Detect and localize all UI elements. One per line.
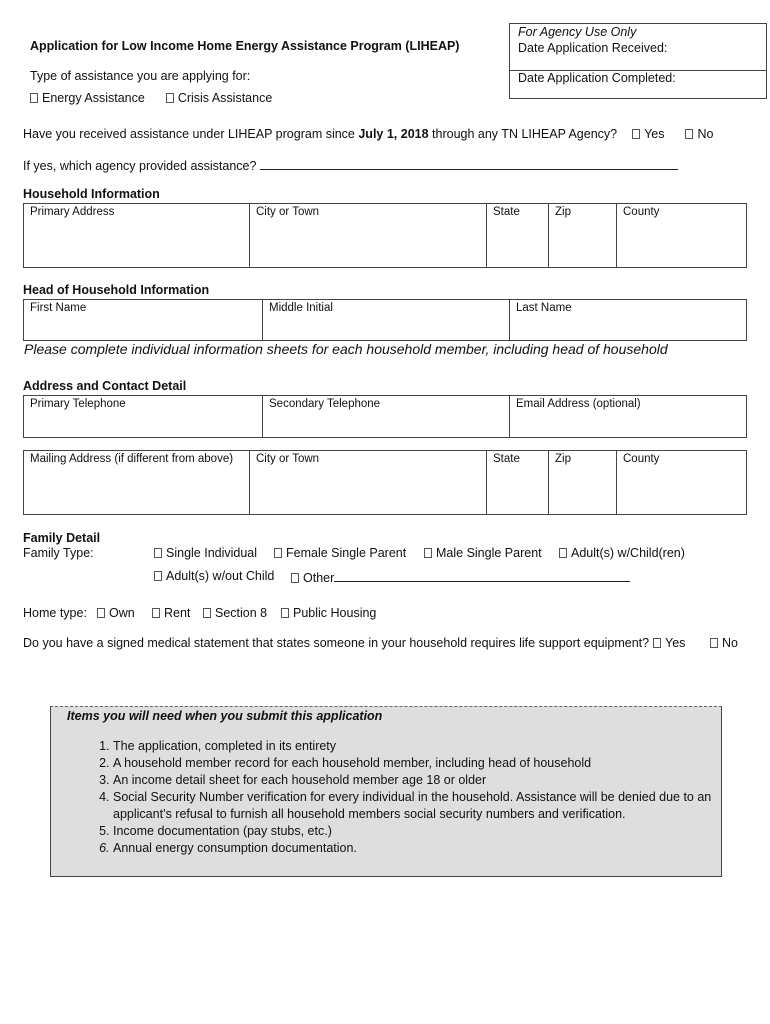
city-cell[interactable]: City or Town	[250, 204, 487, 268]
family-option-single	[154, 546, 257, 560]
home-option-public	[281, 606, 376, 620]
agency-question-label: If yes, which agency provided assistance?	[23, 159, 257, 173]
crisis-assistance-label: Crisis Assistance	[177, 91, 273, 105]
energy-assistance-label: Energy Assistance	[42, 91, 145, 105]
prior-assistance-question	[23, 127, 713, 141]
family-option-female	[274, 546, 406, 560]
list-item: 5. Income documentation (pay stubs, etc.)	[113, 823, 713, 840]
head-of-household-table	[23, 299, 747, 341]
prior-q-pre: Have you received assistance under LIHEAP program since	[23, 127, 359, 141]
home-option-rent	[152, 606, 190, 620]
adults-without-child-checkbox[interactable]	[154, 571, 162, 581]
required-items-list	[91, 738, 713, 857]
medical-yes-label: Yes	[665, 636, 686, 650]
contact-heading: Address and Contact Detail	[23, 379, 187, 393]
medical-yes-option	[653, 636, 685, 650]
family-option-male	[424, 546, 542, 560]
single-individual-label: Single Individual	[166, 546, 258, 560]
section-8-label: Section 8	[215, 606, 268, 620]
primary-telephone-cell[interactable]: Primary Telephone	[24, 396, 263, 438]
male-single-parent-label: Male Single Parent	[436, 546, 542, 560]
adults-with-children-checkbox[interactable]	[559, 548, 567, 558]
family-option-adults-no-child	[154, 569, 274, 583]
state-cell[interactable]: State	[487, 204, 549, 268]
mailing-county-cell[interactable]: County	[617, 451, 747, 515]
prior-q-date: July 1, 2018	[358, 127, 429, 141]
form-title: Application for Low Income Home Energy Assistance Program (LIHEAP)	[30, 39, 460, 53]
crisis-assistance-checkbox[interactable]	[166, 93, 174, 103]
mailing-address-cell[interactable]: Mailing Address (if different from above)	[24, 451, 250, 515]
head-of-household-heading: Head of Household Information	[23, 283, 210, 297]
assistance-prompt: Type of assistance you are applying for:	[30, 69, 251, 83]
medical-no-option	[710, 636, 738, 650]
first-name-cell[interactable]: First Name	[24, 300, 263, 341]
medical-question: Do you have a signed medical statement that states someone in your household requires life support equipment?	[23, 636, 650, 650]
member-sheets-note: Please complete individual information sheets for each household member, including head of household	[24, 341, 668, 357]
own-label: Own	[109, 606, 135, 620]
agency-input-line[interactable]	[260, 157, 678, 170]
family-type-label: Family Type:	[23, 546, 94, 560]
agency-question	[23, 157, 678, 173]
required-items-heading: Items you will need when you submit this application	[67, 709, 383, 723]
email-address-cell[interactable]: Email Address (optional)	[510, 396, 747, 438]
family-heading: Family Detail	[23, 531, 101, 545]
energy-assistance-checkbox[interactable]	[30, 93, 38, 103]
mailing-address-table	[23, 450, 747, 515]
home-option-own	[97, 606, 135, 620]
list-item: 3. An income detail sheet for each household member age 18 or older	[113, 772, 713, 789]
adults-without-child-label: Adult(s) w/out Child	[166, 569, 275, 583]
mailing-city-cell[interactable]: City or Town	[250, 451, 487, 515]
female-single-parent-label: Female Single Parent	[286, 546, 407, 560]
public-housing-checkbox[interactable]	[281, 608, 289, 618]
section-8-checkbox[interactable]	[203, 608, 211, 618]
list-item: 4. Social Security Number verification for every individual in the household. Assistance will be denied due to an applicant’s refusal to furnish all household members social security numbers and verification.	[113, 789, 713, 823]
home-type-label: Home type:	[23, 606, 87, 620]
family-option-other	[291, 569, 630, 585]
mailing-state-cell[interactable]: State	[487, 451, 549, 515]
medical-no-checkbox[interactable]	[710, 638, 718, 648]
medical-no-label: No	[722, 636, 738, 650]
list-item-text: Annual energy consumption documentation.	[113, 841, 357, 855]
contact-table	[23, 395, 747, 438]
household-table	[23, 203, 747, 268]
list-item: 2. A household member record for each household member, including head of household	[113, 755, 713, 772]
household-heading: Household Information	[23, 187, 160, 201]
prior-yes-checkbox[interactable]	[632, 129, 640, 139]
list-item: 1. The application, completed in its entirety	[113, 738, 713, 755]
zip-cell[interactable]: Zip	[549, 204, 617, 268]
other-checkbox[interactable]	[291, 573, 299, 583]
prior-yes-label: Yes	[644, 127, 665, 141]
public-housing-label: Public Housing	[293, 606, 377, 620]
single-individual-checkbox[interactable]	[154, 548, 162, 558]
agency-row-received	[510, 24, 766, 71]
county-cell[interactable]: County	[617, 204, 747, 268]
date-completed-label: Date Application Completed:	[518, 71, 676, 85]
medical-yes-checkbox[interactable]	[653, 638, 661, 648]
other-input-line[interactable]	[334, 569, 630, 582]
other-label: Other	[303, 571, 335, 585]
agency-use-label: For Agency Use Only	[518, 25, 637, 39]
last-name-cell[interactable]: Last Name	[510, 300, 747, 341]
prior-no-label: No	[697, 127, 714, 141]
male-single-parent-checkbox[interactable]	[424, 548, 432, 558]
secondary-telephone-cell[interactable]: Secondary Telephone	[263, 396, 510, 438]
home-option-section8	[203, 606, 267, 620]
adults-with-children-label: Adult(s) w/Child(ren)	[571, 546, 685, 560]
middle-initial-cell[interactable]: Middle Initial	[263, 300, 510, 341]
female-single-parent-checkbox[interactable]	[274, 548, 282, 558]
rent-checkbox[interactable]	[152, 608, 160, 618]
prior-no-checkbox[interactable]	[685, 129, 693, 139]
required-items-box	[50, 706, 722, 877]
primary-address-cell[interactable]: Primary Address	[24, 204, 250, 268]
mailing-zip-cell[interactable]: Zip	[549, 451, 617, 515]
agency-use-box	[509, 23, 767, 99]
family-option-adults-children	[559, 546, 685, 560]
prior-q-post: through any TN LIHEAP Agency?	[428, 127, 618, 141]
date-received-label: Date Application Received:	[518, 41, 668, 55]
rent-label: Rent	[164, 606, 191, 620]
own-checkbox[interactable]	[97, 608, 105, 618]
list-item	[113, 840, 713, 857]
assistance-options	[30, 91, 272, 105]
